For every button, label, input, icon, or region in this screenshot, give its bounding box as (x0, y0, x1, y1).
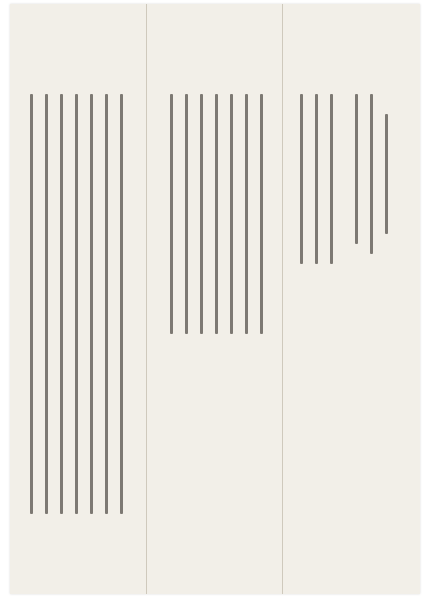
text-line (75, 94, 78, 514)
text-line (260, 94, 263, 334)
column-right (282, 4, 420, 594)
text-line (200, 94, 203, 334)
text-line (300, 94, 303, 264)
text-line (90, 94, 93, 514)
text-line (45, 94, 48, 514)
text-line (355, 94, 358, 244)
document-page (10, 4, 420, 594)
text-line (105, 94, 108, 514)
text-line (185, 94, 188, 334)
text-line (330, 94, 333, 264)
text-line (385, 114, 388, 234)
text-line (370, 94, 373, 254)
text-line (245, 94, 248, 334)
text-line (315, 94, 318, 264)
text-line (30, 94, 33, 514)
text-line (60, 94, 63, 514)
text-line (120, 94, 123, 514)
text-line (170, 94, 173, 334)
text-line (230, 94, 233, 334)
text-line (215, 94, 218, 334)
